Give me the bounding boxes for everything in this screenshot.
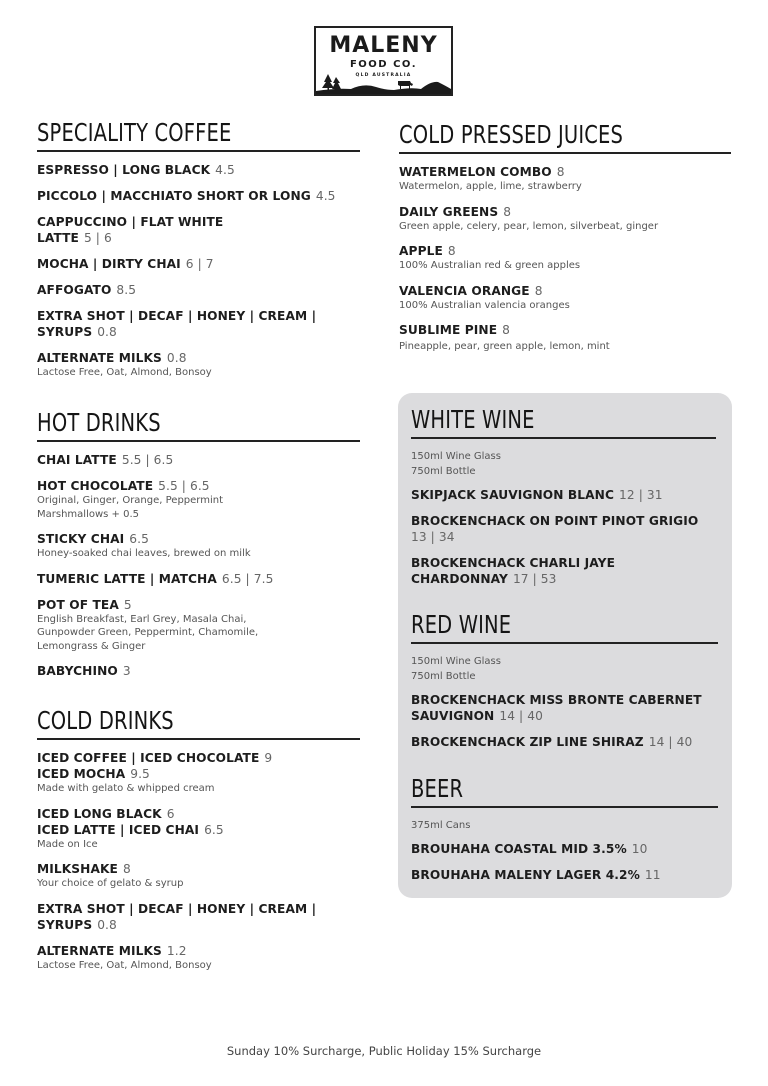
item-name: ALTERNATE MILKS	[37, 351, 162, 365]
item-price: 0.8	[166, 351, 187, 365]
serving-note-bottle: 750ml Bottle	[411, 466, 476, 477]
item-price: 6	[166, 806, 175, 821]
menu-item	[399, 243, 731, 273]
item-name: BROCKENCHACK ZIP LINE SHIRAZ	[411, 735, 644, 749]
landscape-trees-cow-icon	[316, 68, 451, 94]
item-name: APPLE	[399, 244, 443, 258]
item-name-line2: SYRUPS	[37, 325, 93, 339]
item-price: 14 | 40	[499, 709, 543, 723]
item-name: EXTRA SHOT | DECAF | HONEY | CREAM |	[37, 901, 317, 916]
red-wine-section	[411, 610, 718, 750]
item-price: 8.5	[116, 283, 137, 297]
item-price: 8	[447, 244, 456, 258]
cold-drinks-section	[37, 706, 360, 972]
menu-item	[37, 478, 360, 521]
item-name: PICCOLO | MACCHIATO SHORT OR LONG	[37, 189, 311, 203]
menu-item	[37, 282, 360, 298]
item-name: BROUHAHA COASTAL MID 3.5%	[411, 842, 627, 856]
menu-item	[37, 597, 360, 654]
section-divider	[411, 642, 718, 644]
section-divider	[411, 437, 716, 439]
item-name: BROCKENCHACK ON POINT PINOT GRIGIO	[411, 514, 699, 528]
item-price: 14 | 40	[648, 735, 693, 749]
item-name: ICED COFFEE | ICED CHOCOLATE	[37, 751, 260, 765]
item-name-line2: SYRUPS	[37, 917, 93, 932]
section-title: WHITE WINE	[411, 405, 535, 434]
menu-item	[411, 555, 716, 587]
item-description: 100% Australian valencia oranges	[399, 299, 570, 311]
menu-item	[399, 204, 731, 234]
item-name: BABYCHINO	[37, 664, 118, 678]
menu-item	[37, 531, 360, 561]
item-name: CHAI LATTE	[37, 453, 117, 467]
serving-note-glass: 150ml Wine Glass	[411, 451, 501, 462]
beer-section	[411, 774, 718, 883]
item-name-line2: ICED MOCHA	[37, 767, 126, 781]
item-name: DAILY GREENS	[399, 204, 499, 219]
item-description: Made on Ice	[37, 838, 98, 850]
item-price: 6 | 7	[185, 257, 214, 271]
menu-item	[37, 188, 360, 204]
item-name: SUBLIME PINE	[399, 323, 498, 337]
section-divider	[37, 150, 360, 152]
serving-note-bottle: 750ml Bottle	[411, 671, 476, 682]
item-name: BROUHAHA MALENY LAGER 4.2%	[411, 868, 640, 882]
item-price: 8	[534, 283, 543, 298]
section-title: SPECIALITY COFFEE	[37, 118, 232, 147]
serving-note-cans: 375ml Cans	[411, 820, 471, 831]
maleny-food-co-logo	[314, 26, 453, 96]
menu-item	[411, 734, 718, 750]
menu-item	[411, 487, 716, 503]
logo-location-text: QLD AUSTRALIA	[355, 73, 412, 78]
item-description-line2: Gunpowder Green, Peppermint, Chamomile,	[37, 627, 259, 638]
menu-item	[37, 806, 360, 852]
item-name: WATERMELON COMBO	[399, 165, 552, 179]
item-price: 12 | 31	[619, 488, 663, 502]
item-price: 5.5 | 6.5	[158, 479, 210, 493]
menu-item	[37, 571, 360, 587]
item-description-line2: Marshmallows + 0.5	[37, 508, 139, 520]
item-price: 8	[503, 204, 512, 219]
item-price: 6.5	[129, 532, 149, 546]
item-name: CAPPUCCINO | FLAT WHITE	[37, 215, 224, 229]
menu-item	[37, 350, 360, 380]
menu-item	[37, 214, 360, 246]
menu-item	[37, 162, 360, 178]
item-name: BROCKENCHACK CHARLI JAYE	[411, 556, 616, 570]
white-wine-section	[411, 405, 716, 587]
menu-item	[411, 513, 716, 545]
item-price: 0.8	[97, 325, 117, 339]
item-price: 0.8	[97, 917, 117, 932]
menu-item	[399, 322, 731, 354]
menu-item	[399, 283, 731, 313]
wine-beer-panel	[398, 393, 732, 898]
item-name: STICKY CHAI	[37, 532, 125, 546]
item-description-line3: Lemongrass & Ginger	[37, 640, 146, 652]
item-description: Watermelon, apple, lime, strawberry	[399, 181, 582, 192]
item-price: 1.2	[166, 943, 187, 958]
menu-item	[399, 164, 731, 194]
item-description: Lactose Free, Oat, Almond, Bonsoy	[37, 367, 212, 378]
section-title: HOT DRINKS	[37, 408, 161, 437]
item-name-line2: ICED LATTE | ICED CHAI	[37, 822, 200, 837]
item-price: 8	[122, 862, 131, 876]
item-description: Pineapple, pear, green apple, lemon, mint	[399, 341, 610, 352]
menu-item	[37, 943, 360, 973]
item-description: Honey-soaked chai leaves, brewed on milk	[37, 548, 251, 559]
item-name: POT OF TEA	[37, 597, 119, 612]
item-price: 9	[264, 751, 273, 765]
item-price: 6.5 | 7.5	[221, 571, 274, 586]
item-price: 13 | 34	[411, 530, 455, 544]
cold-pressed-juices-section	[399, 120, 731, 354]
item-price: 10	[631, 842, 648, 856]
menu-item	[37, 750, 360, 796]
section-title: BEER	[411, 774, 464, 803]
section-divider	[411, 806, 718, 808]
item-price: 17 | 53	[512, 572, 557, 586]
menu-item	[37, 452, 360, 468]
item-description: English Breakfast, Earl Grey, Masala Chai,	[37, 613, 247, 625]
item-price: 5	[123, 597, 132, 612]
item-description: Made with gelato & whipped cream	[37, 783, 215, 794]
menu-item	[411, 692, 718, 724]
speciality-coffee-section	[37, 118, 360, 380]
item-name-line2: CHARDONNAY	[411, 572, 508, 586]
item-name: ESPRESSO | LONG BLACK	[37, 163, 211, 177]
item-description: Green apple, celery, pear, lemon, silverbeat, ginger	[399, 220, 659, 232]
item-price: 3	[122, 664, 131, 678]
section-title: RED WINE	[411, 610, 512, 639]
item-price: 11	[644, 868, 661, 882]
menu-item	[37, 861, 360, 891]
item-description: 100% Australian red & green apples	[399, 260, 581, 271]
menu-item	[37, 663, 360, 679]
item-name: ALTERNATE MILKS	[37, 943, 162, 958]
item-name-line2: SAUVIGNON	[411, 709, 495, 723]
item-name: EXTRA SHOT | DECAF | HONEY | CREAM |	[37, 309, 317, 323]
item-name: TUMERIC LATTE | MATCHA	[37, 571, 217, 586]
menu-item	[37, 901, 360, 933]
menu-item	[411, 867, 718, 883]
item-price: 8	[502, 323, 511, 337]
item-name: VALENCIA ORANGE	[399, 283, 530, 298]
section-divider	[37, 440, 360, 442]
section-title: COLD PRESSED JUICES	[399, 120, 624, 149]
menu-item	[37, 256, 360, 272]
item-price: 5 | 6	[83, 231, 112, 245]
item-name: BROCKENCHACK MISS BRONTE CABERNET	[411, 693, 702, 707]
item-name-line2: LATTE	[37, 231, 79, 245]
menu-item	[411, 841, 718, 857]
item-name: ICED LONG BLACK	[37, 806, 162, 821]
item-name: SKIPJACK SAUVIGNON BLANC	[411, 488, 615, 502]
item-name: MOCHA | DIRTY CHAI	[37, 257, 181, 271]
item-name: AFFOGATO	[37, 283, 112, 297]
section-title: COLD DRINKS	[37, 706, 174, 735]
item-name: MILKSHAKE	[37, 862, 118, 876]
item-name: HOT CHOCOLATE	[37, 479, 154, 493]
item-description: Your choice of gelato & syrup	[37, 878, 184, 889]
item-price: 8	[556, 165, 565, 179]
item-price: 5.5 | 6.5	[121, 453, 174, 467]
logo-brand-text: MALENY	[329, 33, 438, 58]
section-divider	[399, 152, 731, 154]
item-price-2: 6.5	[204, 822, 224, 837]
surcharge-footer-note: Sunday 10% Surcharge, Public Holiday 15% Surcharge	[226, 1044, 542, 1058]
item-price: 4.5	[315, 189, 336, 203]
item-price-2: 9.5	[130, 767, 150, 781]
logo-sub-text: FOOD CO.	[349, 59, 418, 70]
item-description: Original, Ginger, Orange, Peppermint	[37, 495, 224, 506]
serving-note-glass: 150ml Wine Glass	[411, 656, 501, 667]
item-price: 4.5	[215, 163, 235, 177]
section-divider	[37, 738, 360, 740]
item-description: Lactose Free, Oat, Almond, Bonsoy	[37, 959, 212, 971]
menu-item	[37, 308, 360, 340]
hot-drinks-section	[37, 408, 360, 679]
